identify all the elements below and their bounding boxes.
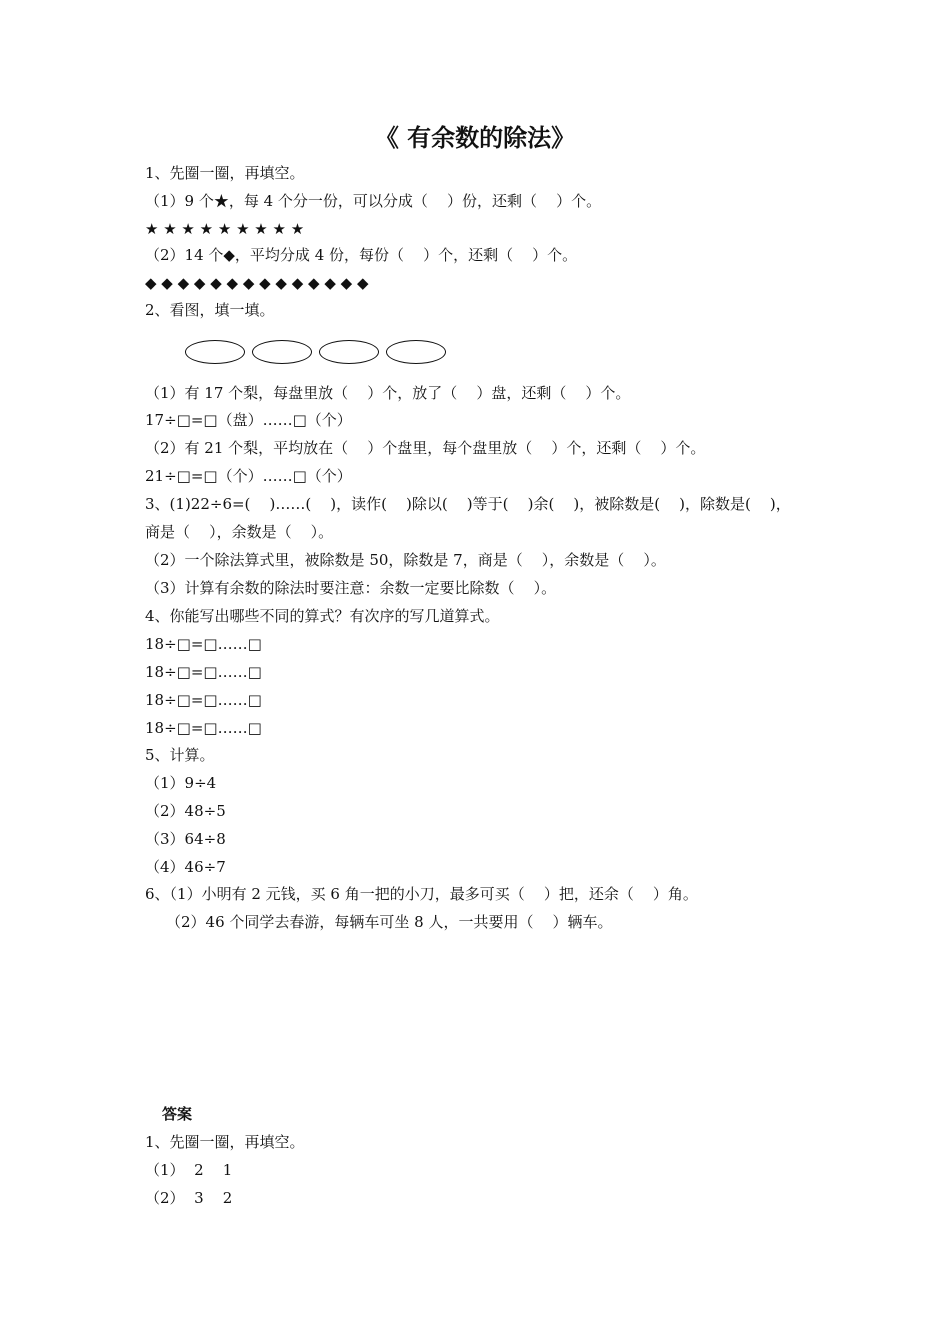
q1-heading: 1、先圈一圈，再填空。	[145, 164, 305, 182]
q5-heading: 5、计算。	[145, 746, 215, 764]
plate-oval	[185, 340, 245, 364]
answers-title: 答案	[162, 1105, 193, 1123]
q4-equation: 18÷□=□……□	[145, 691, 262, 709]
q1-diamonds-row: ◆ ◆ ◆ ◆ ◆ ◆ ◆ ◆ ◆ ◆ ◆ ◆ ◆ ◆	[145, 274, 369, 292]
q5-item: （3）64÷8	[145, 830, 226, 848]
q4-equation: 18÷□=□……□	[145, 719, 262, 737]
q3-line1: 3、(1)22÷6=( )……( )，读作( )除以( )等于( )余( )，被除数是( )，除数是( )，	[145, 495, 791, 513]
answer-item: （1） 2 1	[145, 1161, 233, 1179]
q6-line1: 6、（1）小明有 2 元钱，买 6 角一把的小刀，最多可买（ ）把，还余（ ）角。	[145, 885, 698, 903]
q4-equation: 18÷□=□……□	[145, 663, 262, 681]
q1-part1: （1）9 个★，每 4 个分一份，可以分成（ ）份，还剩（ ）个。	[145, 192, 602, 210]
page-title: 《 有余数的除法》	[374, 123, 576, 152]
q1-part2: （2）14 个◆，平均分成 4 份，每份（ ）个，还剩（ ）个。	[145, 246, 578, 264]
q2-part2: （2）有 21 个梨，平均放在（ ）个盘里，每个盘里放（ ）个，还剩（ ）个。	[145, 439, 706, 457]
q2-equation1: 17÷□=□（盘）……□（个）	[145, 411, 352, 429]
plate-oval	[386, 340, 446, 364]
q2-part1: （1）有 17 个梨，每盘里放（ ）个，放了（ ）盘，还剩（ ）个。	[145, 384, 631, 402]
q5-item: （4）46÷7	[145, 858, 226, 876]
q3-line2: 商是（ ），余数是（ ）。	[145, 523, 334, 541]
q4-heading: 4、你能写出哪些不同的算式？有次序的写几道算式。	[145, 607, 500, 625]
q5-item: （1）9÷4	[145, 774, 217, 792]
q3-line4: （3）计算有余数的除法时要注意：余数一定要比除数（ ）。	[145, 579, 557, 597]
q6-line2: （2）46 个同学去春游，每辆车可坐 8 人，一共要用（ ）辆车。	[166, 913, 613, 931]
q3-line3: （2）一个除法算式里，被除数是 50，除数是 7，商是（ ），余数是（ ）。	[145, 551, 666, 569]
q2-equation2: 21÷□=□（个）……□（个）	[145, 467, 352, 485]
q4-equation: 18÷□=□……□	[145, 635, 262, 653]
plate-oval	[252, 340, 312, 364]
answers-heading: 1、先圈一圈，再填空。	[145, 1133, 305, 1151]
plate-oval	[319, 340, 379, 364]
answer-item: （2） 3 2	[145, 1189, 233, 1207]
q2-heading: 2、看图，填一填。	[145, 301, 275, 319]
q5-item: （2）48÷5	[145, 802, 226, 820]
q1-stars-row: ★ ★ ★ ★ ★ ★ ★ ★ ★	[145, 220, 305, 238]
